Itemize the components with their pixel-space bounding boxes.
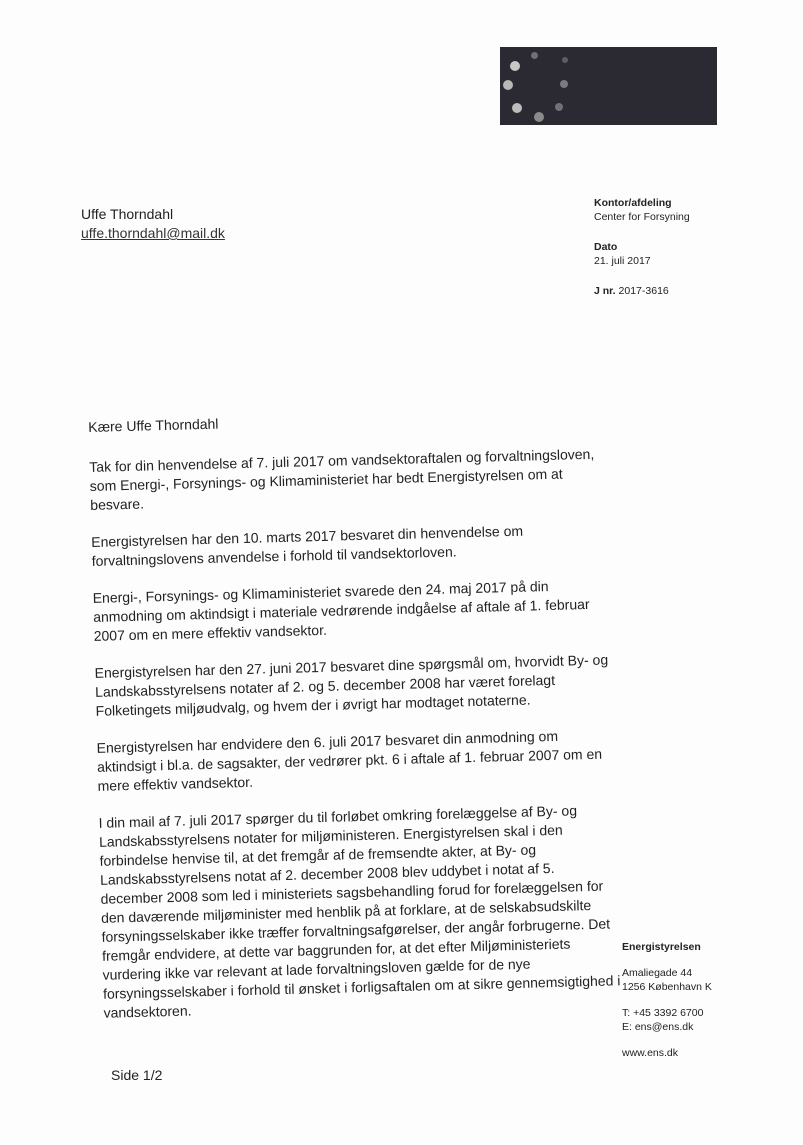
logo-dot xyxy=(503,80,513,90)
sender-address-line1: Amaliegade 44 xyxy=(622,967,693,979)
recipient-email[interactable]: uffe.thorndahl@mail.dk xyxy=(81,225,225,241)
logo-dot xyxy=(531,52,538,59)
letter-meta xyxy=(594,196,690,298)
date-value: 21. juli 2017 xyxy=(594,255,651,267)
sender-address-line2: 1256 København K xyxy=(622,981,712,993)
date-label: Dato xyxy=(594,241,618,253)
logo-block xyxy=(500,47,717,125)
sender-phone: T: +45 3392 6700 xyxy=(622,1007,704,1019)
paragraph: Energistyrelsen har den 27. juni 2017 besvaret dine spørgsmål om, hvorvidt By- og Landskabsstyrelsens notater af 2. og 5. december 2008 har været forelagt Folketingets miljøudvalg, og hvem der i øvrigt har modtaget notaterne. xyxy=(94,651,609,719)
paragraph: I din mail af 7. juli 2017 spørger du til forløbet omkring forelæggelse af By- og Landskabsstyrelsens notater for miljøministeren. Energistyrelsen skal i den forbindelse henvise til, at det fremgår af de fremsendte akter, at By- og Landskabsstyrelsens notat af 2. december 2008 blev uddybet i notat af 5. december 2008 som led i ministeriets sagsbehandling forud for forelæggelsen for den daværende miljøminister med henblik på at forklare, at de selskabsudskilte forsyningsselskaber ikke træffer forvaltningsafgørelser, der angår forbrugerne. Det fremgår endvidere, at dette var baggrunden for, at det efter Miljøministeriets vurdering ikke var relevant at lade forvaltningsloven gælde for de nye forsyningsselskaber i forhold til ønsket i forligsaftalen om at sikre gennemsigtighed i vandsektoren. xyxy=(98,802,621,1021)
paragraph: Tak for din henvendelse af 7. juli 2017 om vandsektoraftalen og forvaltningsloven, som Energi-, Forsynings- og Klimaministeriet har bedt Energistyrelsen om at besvare. xyxy=(89,445,595,513)
greeting: Kære Uffe Thorndahl xyxy=(88,415,219,435)
page-number: Side 1/2 xyxy=(111,1067,163,1083)
logo-dot xyxy=(534,112,544,122)
logo-dot xyxy=(512,103,522,113)
journal-number xyxy=(594,284,690,298)
sender-block xyxy=(622,940,712,1060)
logo-dot xyxy=(510,61,520,71)
logo-dot xyxy=(555,103,563,111)
recipient-name: Uffe Thorndahl xyxy=(81,206,174,222)
recipient-block xyxy=(81,205,225,243)
sender-email: E: ens@ens.dk xyxy=(622,1021,694,1033)
logo-dot xyxy=(560,80,568,88)
jnr-value: 2017-3616 xyxy=(618,285,669,297)
paragraph: Energistyrelsen har den 10. marts 2017 besvaret din henvendelse om forvaltningslovens anvendelse i forhold til vandsektorloven. xyxy=(91,522,524,569)
jnr-label: J nr. xyxy=(594,285,616,297)
paragraph: Energistyrelsen har endvidere den 6. juli 2017 besvaret din anmodning om aktindsigt i bl.a. de sagsakter, der vedrører pkt. 6 i aftale af 1. februar 2007 om en mere effektiv vandsektor. xyxy=(96,727,603,794)
logo-dot xyxy=(562,57,568,63)
sender-name: Energistyrelsen xyxy=(622,941,701,953)
sender-website[interactable]: www.ens.dk xyxy=(622,1047,679,1059)
department-label: Kontor/afdeling xyxy=(594,197,672,209)
letter-body xyxy=(88,404,624,1040)
department-value: Center for Forsyning xyxy=(594,211,690,223)
paragraph: Energi-, Forsynings- og Klimaministeriet svarede den 24. maj 2017 på din anmodning om aktindsigt i materiale vedrørende indgåelse af aftale af 1. februar 2007 om en mere effektiv vandsektor. xyxy=(92,578,590,644)
